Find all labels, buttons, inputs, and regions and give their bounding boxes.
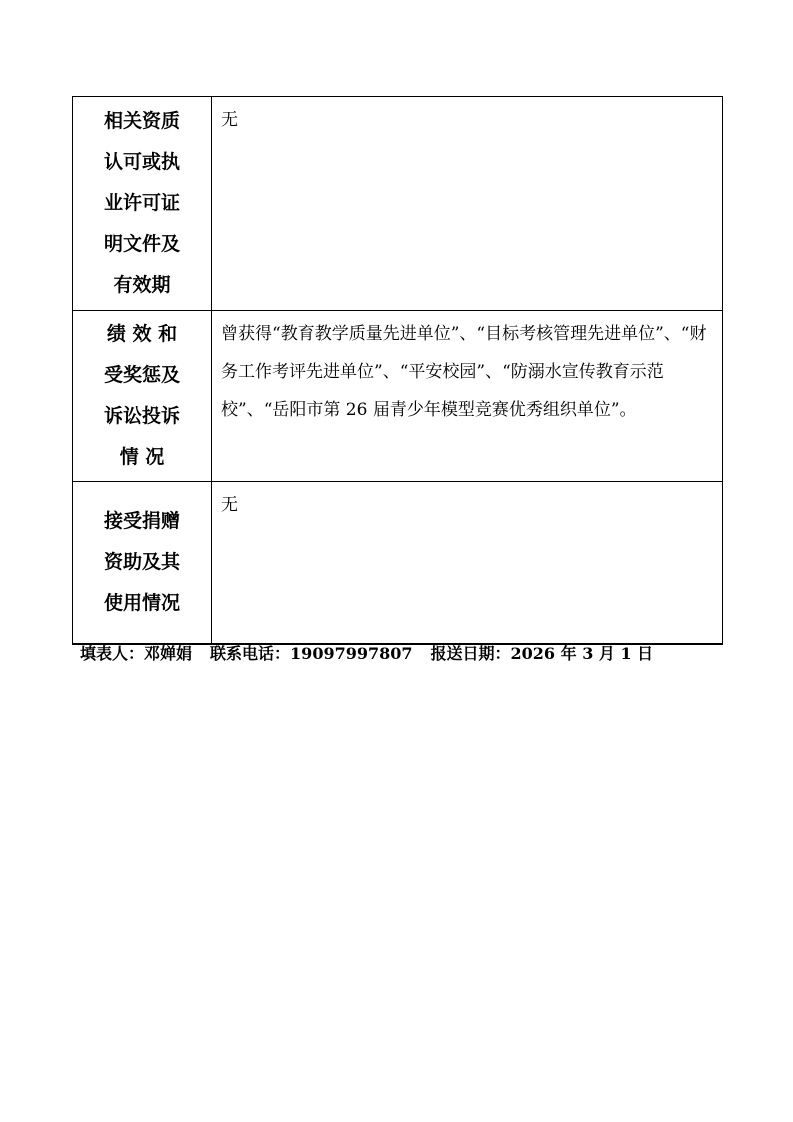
table-row: [73, 97, 723, 311]
performance-label-cell: [73, 311, 212, 482]
performance-label-line: 绩 效 和: [106, 323, 178, 345]
filler-label: 填表人：: [80, 644, 145, 663]
donation-value: 无: [212, 482, 723, 645]
date-value: 2026 年 3 月 1 日: [510, 644, 654, 663]
qualification-label-line: 认可或执: [103, 151, 180, 173]
qualification-label-line: 明文件及: [103, 233, 180, 255]
date-label: 报送日期：: [430, 644, 511, 663]
filler-name: 邓婵娟: [144, 644, 193, 663]
qualification-label-cell: [73, 97, 212, 311]
donation-label-line: 接受捐赠: [103, 510, 180, 532]
form-footer: [80, 642, 653, 666]
info-table: [72, 96, 723, 645]
qualification-label-line: 相关资质: [103, 110, 180, 132]
performance-label-line: 受奖惩及: [103, 364, 180, 386]
phone-value: 19097997807: [290, 644, 413, 663]
donation-label-line: 使用情况: [103, 592, 180, 614]
qualification-label-line: 有效期: [113, 274, 171, 296]
donation-label-line: 资助及其: [103, 551, 180, 573]
performance-label-line: 诉讼投诉: [103, 405, 180, 427]
performance-label-line: 情 况: [119, 446, 165, 468]
table-row: [73, 482, 723, 645]
qualification-value: 无: [212, 97, 723, 311]
donation-label-cell: [73, 482, 212, 645]
performance-value: 曾获得“教育教学质量先进单位”、“目标考核管理先进单位”、“财务工作考评先进单位”、“平安校园”、“防溺水宣传教育示范校”、“岳阳市第 26 届青少年模型竞赛优秀组织单位”。: [212, 311, 723, 482]
table-row: [73, 311, 723, 482]
qualification-label-line: 业许可证: [103, 192, 180, 214]
phone-label: 联系电话：: [210, 644, 291, 663]
